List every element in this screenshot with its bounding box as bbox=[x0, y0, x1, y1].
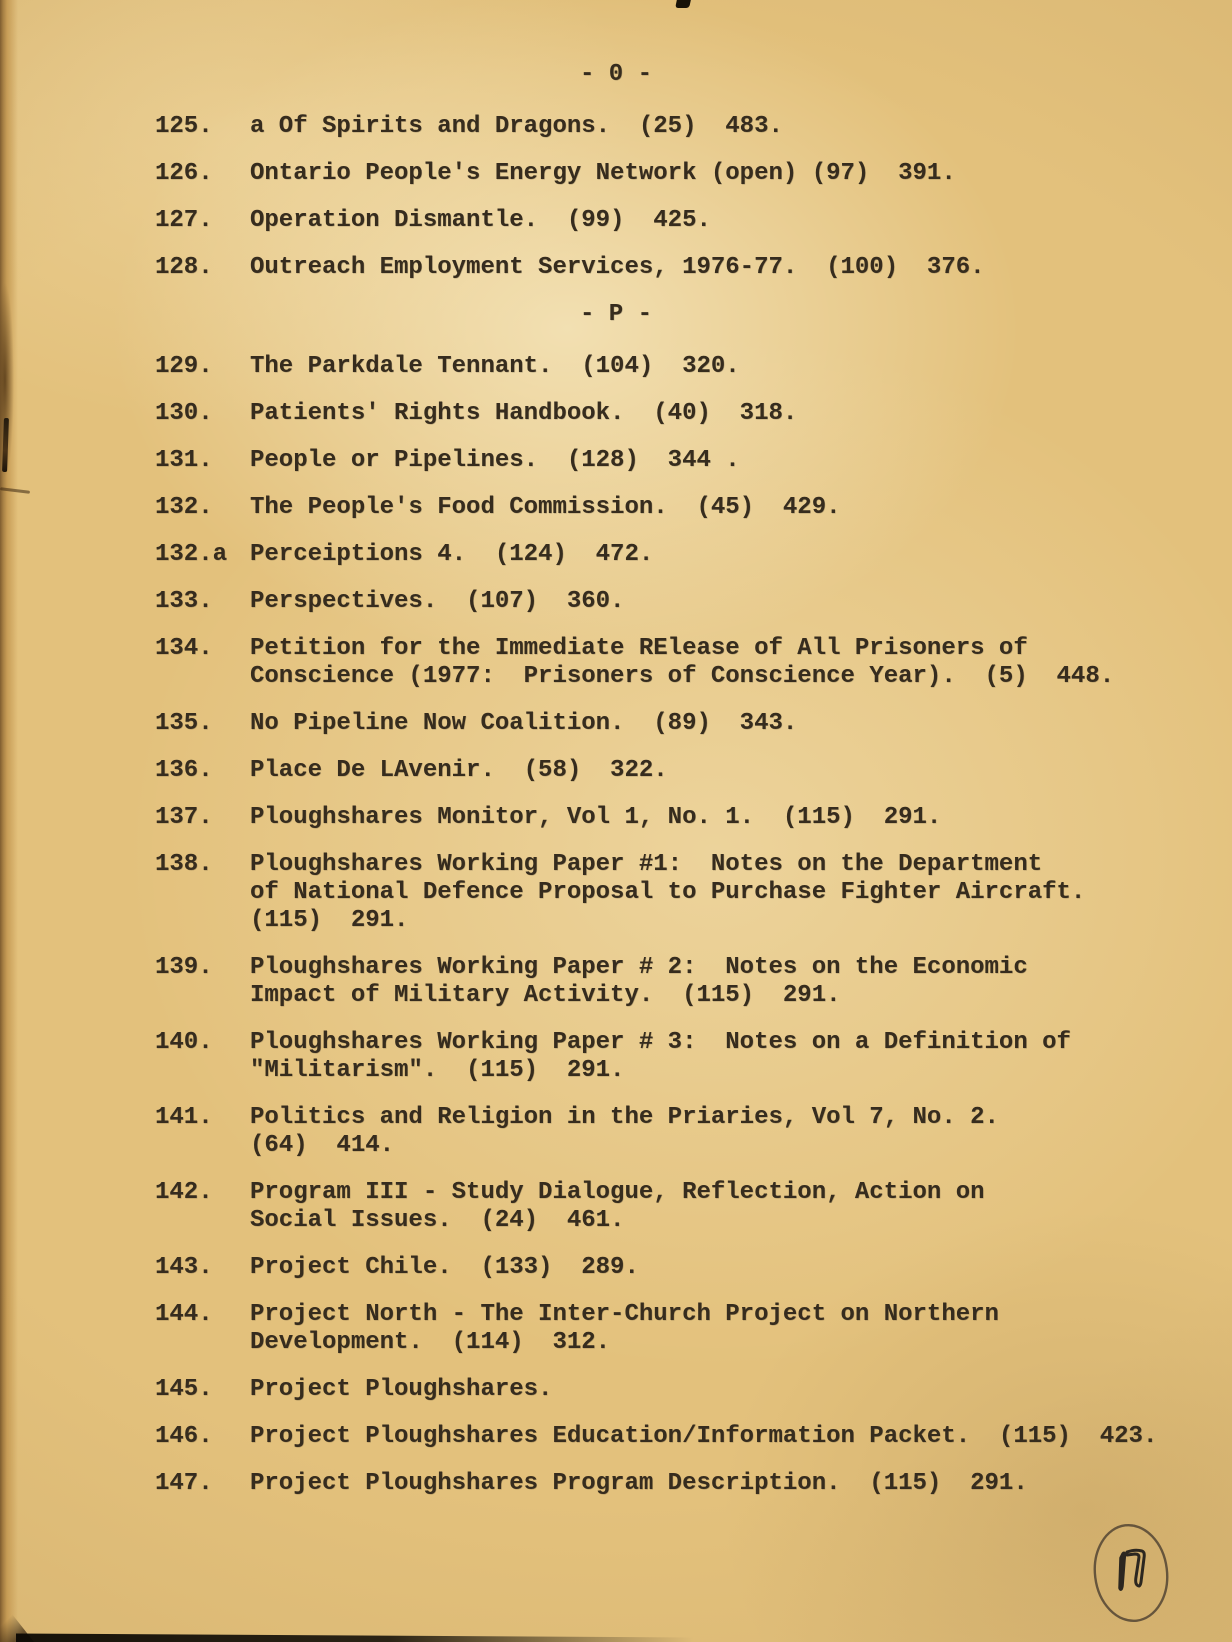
entry-text-line: Project Chile. (133) 289. bbox=[250, 1254, 639, 1281]
entry-text-line: Development. (114) 312. bbox=[250, 1329, 611, 1356]
index-entry bbox=[0, 1029, 1232, 1085]
index-entry bbox=[0, 160, 1232, 188]
entry-text bbox=[250, 954, 1232, 1010]
entry-number: 126. bbox=[155, 160, 213, 187]
entry-text bbox=[250, 1301, 1232, 1357]
index-entry bbox=[0, 1104, 1232, 1160]
entry-text-line: Ploughshares Working Paper # 3: Notes on a Definition of bbox=[250, 1029, 1071, 1056]
entry-number: 128. bbox=[155, 254, 213, 281]
entry-text-line: The People's Food Commission. (45) 429. bbox=[250, 494, 841, 521]
entry-text-line: Ploughshares Working Paper # 2: Notes on the Economic bbox=[250, 954, 1028, 981]
index-entry bbox=[0, 1301, 1232, 1357]
entry-text-line: Project Ploughshares. bbox=[250, 1376, 553, 1403]
index-entry bbox=[0, 494, 1232, 522]
entry-text-line: (115) 291. bbox=[250, 907, 409, 934]
entry-text-line: Project Ploughshares Program Description. (115) 291. bbox=[250, 1470, 1028, 1497]
entry-number: 143. bbox=[155, 1254, 213, 1281]
entry-text bbox=[250, 1179, 1232, 1235]
entry-text-line: Conscience (1977: Prisoners of Conscience Year). (5) 448. bbox=[250, 663, 1115, 690]
entry-text-line: The Parkdale Tennant. (104) 320. bbox=[250, 353, 740, 380]
entry-number: 137. bbox=[155, 804, 213, 831]
index-entry bbox=[0, 400, 1232, 428]
entry-text-line: People or Pipelines. (128) 344 . bbox=[250, 447, 740, 474]
entry-text-line: Social Issues. (24) 461. bbox=[250, 1207, 625, 1234]
entry-text-line: Patients' Rights Handbook. (40) 318. bbox=[250, 400, 798, 427]
entry-number: 138. bbox=[155, 851, 213, 878]
entry-number: 145. bbox=[155, 1376, 213, 1403]
entry-text bbox=[250, 710, 1232, 738]
entry-text-line: Program III - Study Dialogue, Reflection, Action on bbox=[250, 1179, 985, 1206]
entry-text-line: No Pipeline Now Coalition. (89) 343. bbox=[250, 710, 798, 737]
entry-text-line: Outreach Employment Services, 1976-77. (100) 376. bbox=[250, 254, 985, 281]
entry-number: 134. bbox=[155, 635, 213, 662]
index-entry bbox=[0, 1423, 1232, 1451]
entry-number: 130. bbox=[155, 400, 213, 427]
entry-text bbox=[250, 1423, 1232, 1451]
entry-text bbox=[250, 254, 1232, 282]
index-entry bbox=[0, 207, 1232, 235]
entry-text bbox=[250, 804, 1232, 832]
entry-number: 133. bbox=[155, 588, 213, 615]
section-header: - P - bbox=[579, 301, 652, 328]
entry-text-line: "Militarism". (115) 291. bbox=[250, 1057, 625, 1084]
index-entry bbox=[0, 954, 1232, 1010]
index-entry bbox=[0, 851, 1232, 935]
entry-text bbox=[250, 400, 1232, 428]
entry-text-line: Operation Dismantle. (99) 425. bbox=[250, 207, 711, 234]
entry-text bbox=[250, 635, 1232, 691]
entry-text-line: Politics and Religion in the Priaries, Vol 7, No. 2. bbox=[250, 1104, 999, 1131]
index-entry bbox=[0, 113, 1232, 141]
entry-text bbox=[250, 1470, 1232, 1498]
entry-text-line: (64) 414. bbox=[250, 1132, 395, 1159]
entry-text bbox=[250, 494, 1232, 522]
entry-number: 131. bbox=[155, 447, 213, 474]
entry-number: 135. bbox=[155, 710, 213, 737]
entry-text bbox=[250, 588, 1232, 616]
index-entry bbox=[0, 1376, 1232, 1404]
index-entry bbox=[0, 1254, 1232, 1282]
index-entry bbox=[0, 804, 1232, 832]
entry-number: 146. bbox=[155, 1423, 213, 1450]
index-entry bbox=[0, 1179, 1232, 1235]
entry-text bbox=[250, 1376, 1232, 1404]
entry-text bbox=[250, 447, 1232, 475]
entry-number: 140. bbox=[155, 1029, 213, 1056]
entry-text-line: of National Defence Proposal to Purchase Fighter Aircraft. bbox=[250, 879, 1086, 906]
index-entry bbox=[0, 254, 1232, 282]
index-entry bbox=[0, 710, 1232, 738]
entry-text-line: Perspectives. (107) 360. bbox=[250, 588, 625, 615]
entry-text-line: Ploughshares Monitor, Vol 1, No. 1. (115) 291. bbox=[250, 804, 942, 831]
entry-text bbox=[250, 207, 1232, 235]
entry-number: 147. bbox=[155, 1470, 213, 1497]
entry-number: 136. bbox=[155, 757, 213, 784]
entry-text bbox=[250, 541, 1232, 569]
entry-text-line: a Of Spirits and Dragons. (25) 483. bbox=[250, 113, 783, 140]
index-entry bbox=[0, 541, 1232, 569]
entry-text-line: Ploughshares Working Paper #1: Notes on the Department bbox=[250, 851, 1043, 878]
entry-text bbox=[250, 353, 1232, 381]
entry-text bbox=[250, 757, 1232, 785]
index-entry bbox=[0, 353, 1232, 381]
entry-number: 139. bbox=[155, 954, 213, 981]
section-header: - 0 - bbox=[579, 61, 652, 88]
entry-number: 129. bbox=[155, 353, 213, 380]
index-entry bbox=[0, 757, 1232, 785]
entry-number: 125. bbox=[155, 113, 213, 140]
entry-text-line: Place De LAvenir. (58) 322. bbox=[250, 757, 668, 784]
entry-number: 144. bbox=[155, 1301, 213, 1328]
entry-text-line: Project North - The Inter-Church Project on Northern bbox=[250, 1301, 999, 1328]
entry-text-line: Petition for the Immediate RElease of All Prisoners of bbox=[250, 635, 1028, 662]
entry-text-line: Ontario People's Energy Network (open) (97) 391. bbox=[250, 160, 956, 187]
entry-number: 132. bbox=[155, 494, 213, 521]
index-entry bbox=[0, 447, 1232, 475]
handwritten-page-number bbox=[1090, 1520, 1174, 1626]
entry-number: 142. bbox=[155, 1179, 213, 1206]
entry-text-line: Impact of Military Activity. (115) 291. bbox=[250, 982, 841, 1009]
entry-text bbox=[250, 113, 1232, 141]
index-entry bbox=[0, 588, 1232, 616]
entry-text-line: Project Ploughshares Education/Information Packet. (115) 423. bbox=[250, 1423, 1158, 1450]
entry-text-line: Perceiptions 4. (124) 472. bbox=[250, 541, 654, 568]
entry-number: 127. bbox=[155, 207, 213, 234]
index-entry bbox=[0, 1470, 1232, 1498]
entry-number: 141. bbox=[155, 1104, 213, 1131]
entry-text bbox=[250, 1104, 1232, 1160]
entry-text bbox=[250, 160, 1232, 188]
entry-number: 132.a bbox=[155, 541, 228, 568]
entry-text bbox=[250, 851, 1232, 935]
index-entry bbox=[0, 635, 1232, 691]
entry-text bbox=[250, 1254, 1232, 1282]
entry-text bbox=[250, 1029, 1232, 1085]
